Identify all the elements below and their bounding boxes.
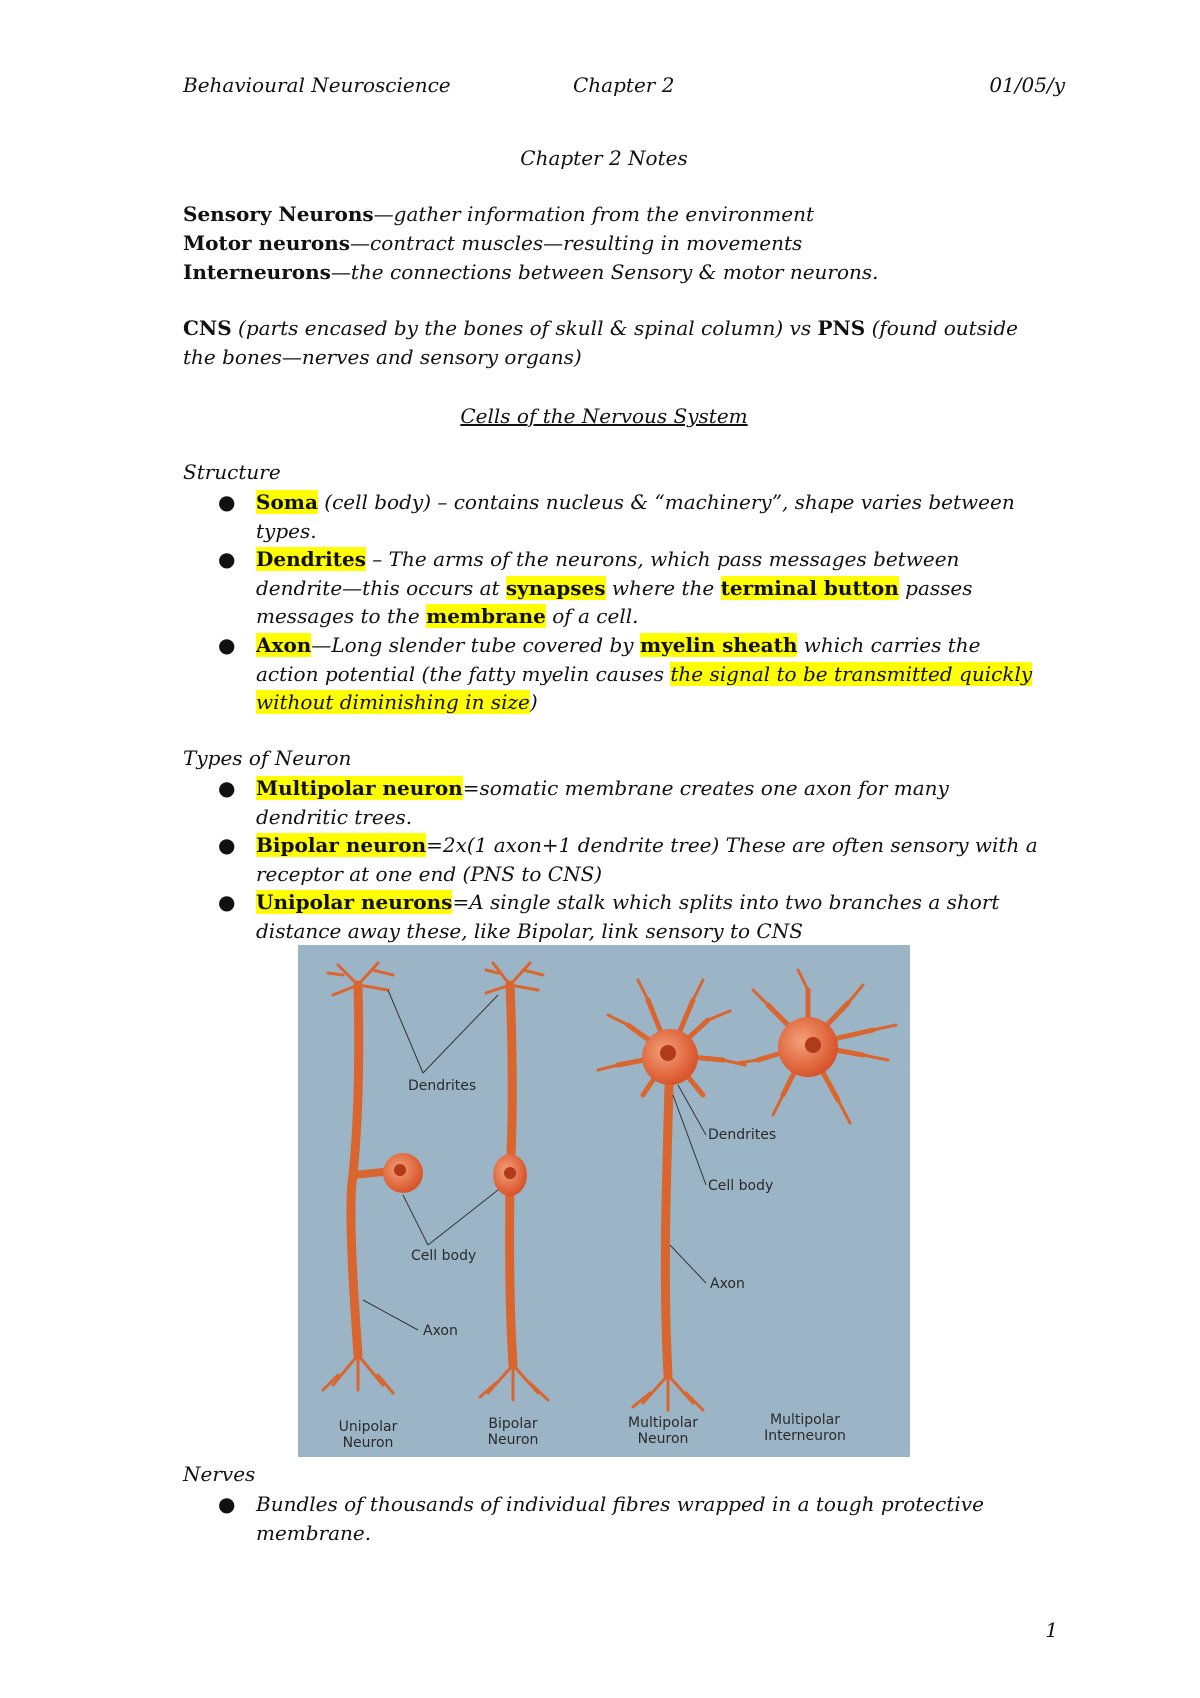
label-interneuron-2: Interneuron: [764, 1428, 846, 1444]
multipolar-def: =somatic membrane creates one axon for many: [462, 776, 949, 800]
bullet-icon: ●: [218, 490, 236, 514]
unipolar-def-2: distance away these, like Bipolar, link sensory to CNS: [256, 918, 803, 943]
label-unipolar-1: Unipolar: [338, 1419, 398, 1435]
dendrites-def-2a: dendrite—this occurs at: [256, 575, 506, 600]
axon-item: [256, 631, 1056, 717]
pns-def: (found outside: [865, 316, 1019, 340]
label-cell-body-left: Cell body: [411, 1248, 477, 1264]
def-motor: —contract muscles—resulting in movements: [350, 231, 803, 255]
axon-highlight-2: without diminishing in size: [256, 690, 530, 714]
term-unipolar: Unipolar neurons: [256, 890, 453, 914]
unipolar-def: =A single stalk which splits into two branches a short: [452, 890, 1000, 914]
multipolar-item: [256, 774, 1056, 831]
bullet-icon: ●: [218, 890, 236, 914]
axon-def-3b: ): [529, 690, 538, 714]
term-pns: PNS: [817, 316, 866, 340]
bipolar-def-2: receptor at one end (PNS to CNS): [256, 861, 603, 886]
label-multipolar-1: Multipolar: [628, 1415, 698, 1431]
label-axon-right: Axon: [710, 1276, 745, 1292]
cns-def: (parts encased by the bones of skull & spinal column) vs: [231, 316, 818, 340]
cns-pns-line2: the bones—nerves and sensory organs): [183, 345, 582, 369]
term-dendrites: Dendrites: [256, 547, 366, 571]
header-chapter: Chapter 2: [573, 73, 675, 97]
label-cell-body-right: Cell body: [708, 1178, 774, 1194]
term-inter: Interneurons: [183, 260, 331, 284]
bullet-icon: ●: [218, 547, 236, 571]
bullet-icon: ●: [218, 633, 236, 657]
term-sensory: Sensory Neurons: [183, 202, 374, 226]
axon-def: —Long slender tube covered by: [311, 633, 640, 657]
label-unipolar: [338, 1419, 398, 1451]
unipolar-item: [256, 888, 1056, 945]
neuron-illustration: [298, 945, 910, 1457]
term-synapses: synapses: [505, 575, 606, 600]
intro-sensory: [183, 202, 814, 226]
axon-def-2a: action potential (the fatty myelin causes: [256, 661, 671, 686]
axon-def-b: which carries the: [797, 633, 981, 657]
bullet-icon: ●: [218, 776, 236, 800]
bullet-icon: ●: [218, 1492, 236, 1516]
bipolar-item: [256, 831, 1056, 888]
term-terminal-button: terminal button: [720, 575, 899, 600]
soma-def-2: types.: [256, 518, 317, 543]
bullet-icon: ●: [218, 833, 236, 857]
types-heading: Types of Neuron: [183, 746, 352, 770]
label-unipolar-2: Neuron: [342, 1435, 394, 1451]
term-multipolar: Multipolar neuron: [256, 776, 463, 800]
nerves-def-2: membrane.: [256, 1520, 372, 1545]
label-bipolar-1: Bipolar: [488, 1416, 538, 1432]
label-dendrites-right: Dendrites: [708, 1127, 777, 1143]
def-sensory: —gather information from the environment: [373, 202, 814, 226]
label-bipolar-2: Neuron: [487, 1432, 539, 1448]
label-dendrites-left: Dendrites: [408, 1078, 477, 1094]
header-date: 01/05/y: [989, 73, 1065, 97]
label-multipolar-2: Neuron: [637, 1431, 689, 1447]
axon-highlight-1: the signal to be transmitted quickly: [670, 661, 1033, 686]
term-axon: Axon: [256, 633, 312, 657]
dendrites-def-3a: messages to the: [256, 604, 427, 628]
soma-def: (cell body) – contains nucleus & “machinery”, shape varies between: [317, 490, 1015, 514]
term-cns: CNS: [183, 316, 232, 340]
term-motor: Motor neurons: [183, 231, 351, 255]
label-bipolar: [483, 1416, 543, 1448]
term-bipolar: Bipolar neuron: [256, 833, 427, 857]
intro-motor: [183, 231, 802, 255]
label-multipolar: [618, 1415, 708, 1447]
dendrites-def-2c: passes: [898, 575, 973, 600]
page-title: Chapter 2 Notes: [520, 146, 688, 170]
neuron-types-figure: [298, 945, 910, 1457]
multipolar-def-2: dendritic trees.: [256, 804, 413, 829]
dendrites-item: [256, 545, 1056, 631]
structure-heading: Structure: [183, 460, 281, 484]
def-inter: —the connections between Sensory & motor neurons.: [330, 260, 879, 284]
page-number: 1: [1045, 1618, 1058, 1642]
label-interneuron-1: Multipolar: [770, 1412, 840, 1428]
term-myelin: myelin sheath: [639, 633, 798, 657]
intro-inter: [183, 260, 879, 284]
dendrites-def: – The arms of the neurons, which pass messages between: [365, 547, 960, 571]
dendrites-def-3b: of a cell.: [545, 604, 639, 628]
term-soma: Soma: [256, 490, 318, 514]
header-course: Behavioural Neuroscience: [183, 73, 451, 97]
bipolar-def: =2x(1 axon+1 dendrite tree) These are often sensory with a: [426, 833, 1038, 857]
label-axon-left: Axon: [423, 1323, 458, 1339]
nerves-heading: Nerves: [183, 1462, 256, 1486]
soma-item: [256, 488, 1056, 545]
nerves-item: [256, 1490, 1056, 1547]
cns-pns-line1: [183, 316, 1018, 340]
label-interneuron: [760, 1412, 850, 1444]
nerves-def: Bundles of thousands of individual fibres wrapped in a tough protective: [256, 1492, 984, 1516]
dendrites-def-2b: where the: [605, 575, 721, 600]
term-membrane: membrane: [426, 604, 546, 628]
section-title: Cells of the Nervous System: [460, 404, 748, 428]
